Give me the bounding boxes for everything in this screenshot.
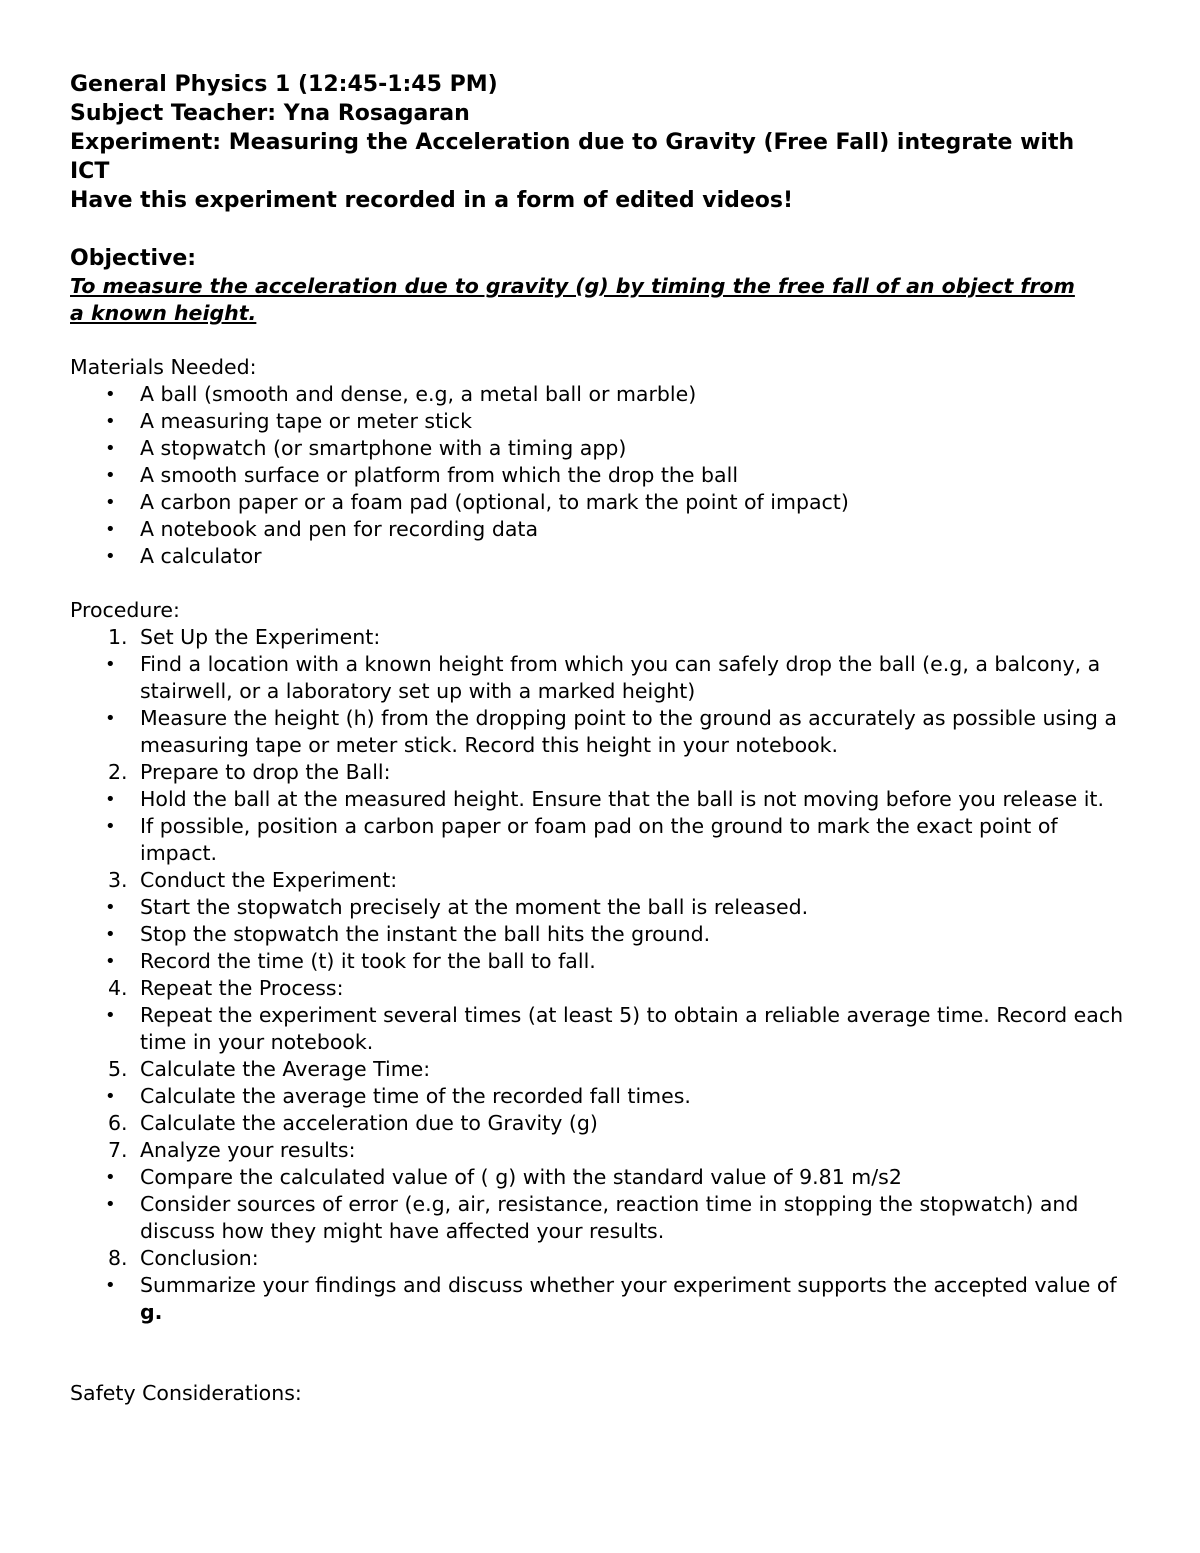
spacer: [70, 215, 1140, 244]
procedure-step-text: Conclusion:: [140, 1246, 259, 1270]
procedure-conclusion-bullet: [70, 1272, 1140, 1326]
bullet-marker: •: [105, 897, 116, 918]
materials-item-text: A calculator: [140, 544, 262, 568]
procedure-bullet-text: Repeat the experiment several times (at least 5) to obtain a reliable average time. Record each time in your notebook.: [140, 1003, 1124, 1054]
materials-item: [70, 408, 1140, 435]
procedure-bullet-text: Record the time (t) it took for the ball to fall.: [140, 949, 596, 973]
materials-item: [70, 381, 1140, 408]
procedure-step: [70, 975, 1140, 1002]
procedure-step-text: Prepare to drop the Ball:: [140, 760, 391, 784]
bullet-marker: •: [105, 654, 116, 675]
course-title: General Physics 1 (12:45-1:45 PM): [70, 72, 498, 97]
step-number: 4.: [108, 976, 128, 1000]
bullet-marker: •: [105, 708, 116, 729]
procedure-step: [70, 1056, 1140, 1083]
spacer: [70, 1326, 1140, 1380]
bullet-marker: •: [105, 492, 116, 513]
recording-instruction: Have this experiment recorded in a form of edited videos!: [70, 188, 794, 213]
procedure-list: [70, 624, 1140, 1272]
materials-item: [70, 543, 1140, 570]
procedure-bullet: [70, 1083, 1140, 1110]
procedure-bullet-text: Measure the height (h) from the dropping point to the ground as accurately as possible using a measuring tape or meter stick. Record this height in your notebook.: [140, 706, 1117, 757]
bullet-marker: •: [105, 519, 116, 540]
procedure-bullet: [70, 921, 1140, 948]
procedure-bullet-text: Stop the stopwatch the instant the ball hits the ground.: [140, 922, 711, 946]
procedure-step-text: Calculate the Average Time:: [140, 1057, 431, 1081]
procedure-bullet-text: Hold the ball at the measured height. Ensure that the ball is not moving before you release it.: [140, 787, 1104, 811]
procedure-step-text: Set Up the Experiment:: [140, 625, 381, 649]
conclusion-text: Summarize your findings and discuss whether your experiment supports the accepted value of: [140, 1273, 1117, 1297]
materials-item-text: A notebook and pen for recording data: [140, 517, 539, 541]
procedure-step-text: Calculate the acceleration due to Gravity (g): [140, 1111, 598, 1135]
step-number: 3.: [108, 868, 128, 892]
procedure-step-text: Repeat the Process:: [140, 976, 344, 1000]
safety-heading: Safety Considerations:: [70, 1381, 302, 1405]
procedure-bullet: [70, 1191, 1140, 1245]
procedure-bullet: [70, 813, 1140, 867]
procedure-step: [70, 1137, 1140, 1164]
procedure-step: [70, 1245, 1140, 1272]
procedure-bullet: [70, 786, 1140, 813]
bullet-marker: •: [105, 951, 116, 972]
materials-item: [70, 489, 1140, 516]
step-number: 5.: [108, 1057, 128, 1081]
materials-item-text: A measuring tape or meter stick: [140, 409, 472, 433]
bullet-marker: •: [105, 1167, 116, 1188]
bullet-marker: •: [105, 1086, 116, 1107]
step-number: 8.: [108, 1246, 128, 1270]
procedure-bullet: [70, 1164, 1140, 1191]
materials-list: [70, 381, 1140, 570]
procedure-step: [70, 867, 1140, 894]
spacer: [70, 327, 1140, 354]
document-page: [70, 70, 1140, 1407]
procedure-step-text: Conduct the Experiment:: [140, 868, 398, 892]
bullet-marker: •: [105, 1275, 116, 1296]
step-number: 1.: [108, 625, 128, 649]
materials-heading: Materials Needed:: [70, 355, 257, 379]
materials-item: [70, 435, 1140, 462]
procedure-bullet: [70, 948, 1140, 975]
procedure-bullet-text: Compare the calculated value of ( g) with the standard value of 9.81 m/s2: [140, 1165, 902, 1189]
procedure-bullet: [70, 1002, 1140, 1056]
procedure-bullet-text: Start the stopwatch precisely at the moment the ball is released.: [140, 895, 809, 919]
materials-item-text: A stopwatch (or smartphone with a timing app): [140, 436, 627, 460]
procedure-bullet-text: If possible, position a carbon paper or foam pad on the ground to mark the exact point of impact.: [140, 814, 1058, 865]
bullet-marker: •: [105, 546, 116, 567]
procedure-bullet-text: Calculate the average time of the recorded fall times.: [140, 1084, 691, 1108]
bullet-marker: •: [105, 465, 116, 486]
bullet-marker: •: [105, 384, 116, 405]
objective-text: To measure the acceleration due to gravity (g) by timing the free fall of an object from a known height.: [70, 274, 1075, 325]
procedure-step: [70, 624, 1140, 651]
bullet-marker: •: [105, 438, 116, 459]
materials-item-text: A smooth surface or platform from which the drop the ball: [140, 463, 739, 487]
procedure-bullet: [70, 894, 1140, 921]
bullet-marker: •: [105, 789, 116, 810]
materials-item: [70, 516, 1140, 543]
step-number: 7.: [108, 1138, 128, 1162]
procedure-bullet: [70, 705, 1140, 759]
g-symbol: g.: [140, 1300, 163, 1324]
procedure-bullet-text: Find a location with a known height from which you can safely drop the ball (e.g, a balcony, a stairwell, or a laboratory set up with a marked height): [140, 652, 1101, 703]
bullet-marker: •: [105, 924, 116, 945]
experiment-title: Experiment: Measuring the Acceleration due to Gravity (Free Fall) integrate with ICT: [70, 130, 1075, 184]
materials-item-text: A carbon paper or a foam pad (optional, to mark the point of impact): [140, 490, 849, 514]
step-number: 2.: [108, 760, 128, 784]
bullet-marker: •: [105, 1005, 116, 1026]
step-number: 6.: [108, 1111, 128, 1135]
procedure-bullet-text: Consider sources of error (e.g, air, resistance, reaction time in stopping the stopwatch) and discuss how they might have affected your results.: [140, 1192, 1079, 1243]
procedure-step: [70, 759, 1140, 786]
bullet-marker: •: [105, 411, 116, 432]
objective-heading: Objective:: [70, 246, 197, 271]
spacer: [70, 570, 1140, 597]
procedure-step: [70, 1110, 1140, 1137]
subject-teacher: Subject Teacher: Yna Rosagaran: [70, 101, 470, 126]
procedure-heading: Procedure:: [70, 598, 180, 622]
materials-item-text: A ball (smooth and dense, e.g, a metal ball or marble): [140, 382, 697, 406]
bullet-marker: •: [105, 816, 116, 837]
materials-item: [70, 462, 1140, 489]
procedure-bullet: [70, 651, 1140, 705]
bullet-marker: •: [105, 1194, 116, 1215]
procedure-step-text: Analyze your results:: [140, 1138, 356, 1162]
